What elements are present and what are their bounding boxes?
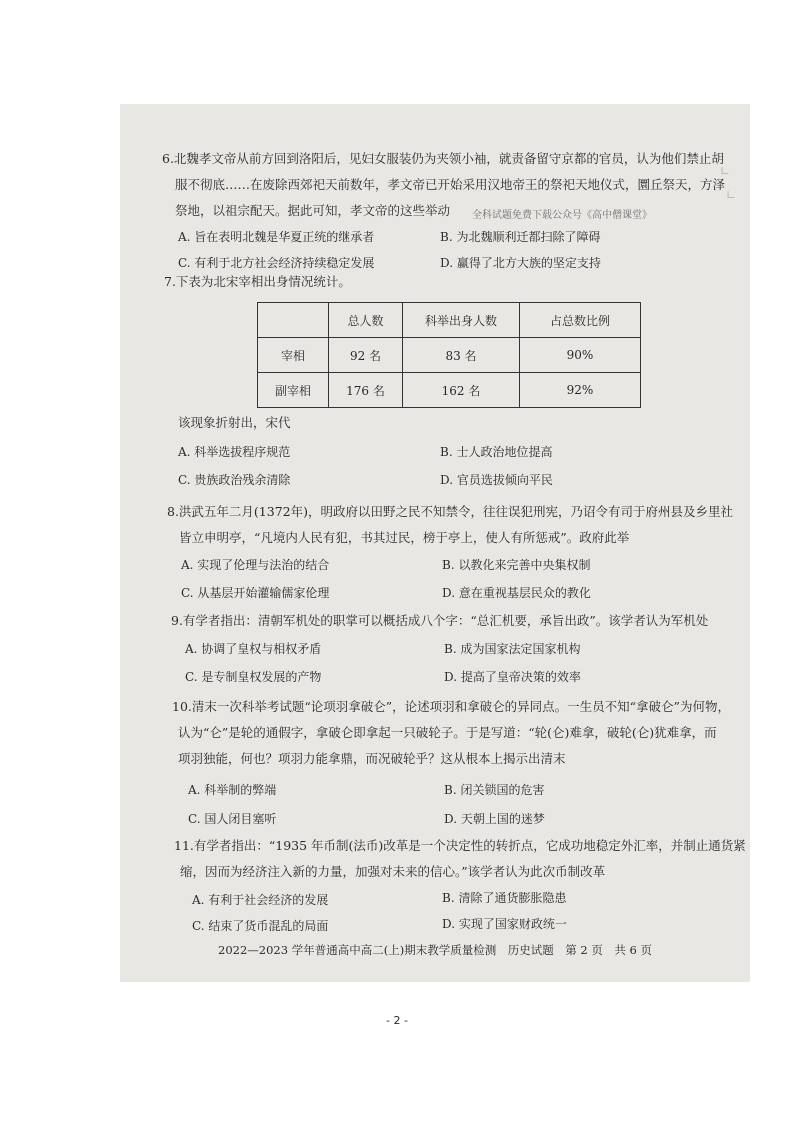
question-6-option-a: A. 旨在表明北魏是华夏正统的继承者 [178,230,375,244]
question-9-option-c: C. 是专制皇权发展的产物 [185,670,322,684]
table-header-cell: 科举出身人数 [403,303,520,338]
question-7-option-d: D. 官员选拔倾向平民 [440,473,553,487]
chancellor-stats-table [257,302,641,408]
question-10-option-a: A. 科举制的弊端 [188,783,277,797]
table-cell: 83 名 [403,338,520,373]
question-7-option-c: C. 贵族政治残余清除 [178,473,291,487]
question-7-lead: 该现象折射出，宋代 [178,415,291,430]
watermark-text: 全科试题免费下载公众号《高中僧课堂》 [472,210,652,221]
question-9-stem: 9.有学者指出：清朝军机处的职掌可以概括成八个字：“总汇机要，承旨出政”。该学者认为军机处 [171,613,709,628]
table-cell: 92% [520,373,641,408]
question-8-option-b: B. 以教化来完善中央集权制 [442,558,591,572]
table-cell: 176 名 [329,373,403,408]
question-11-option-c: C. 结束了货币混乱的局面 [192,919,329,933]
table-header-cell [258,303,329,338]
table-header-cell: 总人数 [329,303,403,338]
question-10-line-1: 10.清末一次科举考试题“论项羽拿破仑”，论述项羽和拿破仑的异同点。一生员不知“拿破仑”为何物， [172,699,730,714]
question-9-option-a: A. 协调了皇权与相权矛盾 [185,642,322,656]
question-8-option-a: A. 实现了伦理与法治的结合 [181,558,330,572]
table-cell: 92 名 [329,338,403,373]
question-10-option-d: D. 天朝上国的迷梦 [444,812,545,826]
page-number: - 2 - [386,1014,408,1027]
question-10-option-c: C. 国人闭目塞听 [188,812,277,826]
question-6-option-d: D. 赢得了北方大族的坚定支持 [440,256,601,270]
question-6-line-2: 服不彻底……在废除西郊祀天前数年，孝文帝已开始采用汉地帝王的祭祀天地仪式，圜丘祭天，方泽 [175,177,726,192]
scanned-exam-sheet [120,104,750,982]
question-10-line-3: 项羽独能，何也？项羽力能拿鼎，而况破轮乎？这从根本上揭示出清末 [178,751,566,766]
question-6-line-3: 祭地，以祖宗配天。据此可知，孝文帝的这些举动 [175,203,451,218]
question-10-line-2: 认为“仑”是轮的通假字，拿破仑即拿起一只破轮子。于是写道：“轮(仑)难拿，破轮(仑)犹难拿，而 [178,725,717,740]
question-11-option-d: D. 实现了国家财政统一 [442,917,567,931]
table-header-row [258,303,641,338]
bleed-through-mark: ∟ [720,164,731,178]
question-11-line-2: 缩，因而为经济注入新的力量，加强对未来的信心。”该学者认为此次币制改革 [180,864,606,879]
exam-footer: 2022—2023 学年普通高中高二(上)期末教学质量检测 历史试题 第 2 页 共 6 页 [218,943,652,957]
question-7-option-b: B. 士人政治地位提高 [440,445,553,459]
question-7-stem: 7.下表为北宋宰相出身情况统计。 [164,274,351,289]
question-7-option-a: A. 科举选拔程序规范 [178,445,291,459]
question-8-option-d: D. 意在重视基层民众的教化 [442,586,591,600]
question-6-option-b: B. 为北魏顺利迁都扫除了障碍 [440,230,601,244]
question-11-option-b: B. 清除了通货膨胀隐患 [442,891,567,905]
table-cell: 宰相 [258,338,329,373]
table-cell: 162 名 [403,373,520,408]
question-6-option-c: C. 有利于北方社会经济持续稳定发展 [178,256,375,270]
question-9-option-d: D. 提高了皇帝决策的效率 [444,670,581,684]
question-6-line-1: 6.北魏孝文帝从前方回到洛阳后，见妇女服装仍为夹领小袖，就责备留守京都的官员，认为他们禁止胡 [162,151,724,166]
question-10-option-b: B. 闭关锁国的危害 [444,783,545,797]
question-8-line-1: 8.洪武五年二月(1372年)，明政府以田野之民不知禁令，往往误犯刑宪，乃诏令有司于府州县及乡里社 [167,504,733,519]
question-8-option-c: C. 从基层开始灌输儒家伦理 [181,586,330,600]
table-row [258,373,641,408]
table-row [258,338,641,373]
question-11-line-1: 11.有学者指出：“1935 年币制(法币)改革是一个决定性的转折点，它成功地稳定外汇率，并制止通货紧 [174,838,746,853]
question-11-option-a: A. 有利于社会经济的发展 [192,893,329,907]
table-header-cell: 占总数比例 [520,303,641,338]
question-8-line-2: 皆立申明亭，“凡境内人民有犯，书其过民，榜于亭上，使人有所惩戒”。政府此举 [179,530,630,545]
table-cell: 90% [520,338,641,373]
bleed-through-mark: ∟ [726,188,737,202]
question-9-option-b: B. 成为国家法定国家机构 [444,642,581,656]
table-cell: 副宰相 [258,373,329,408]
